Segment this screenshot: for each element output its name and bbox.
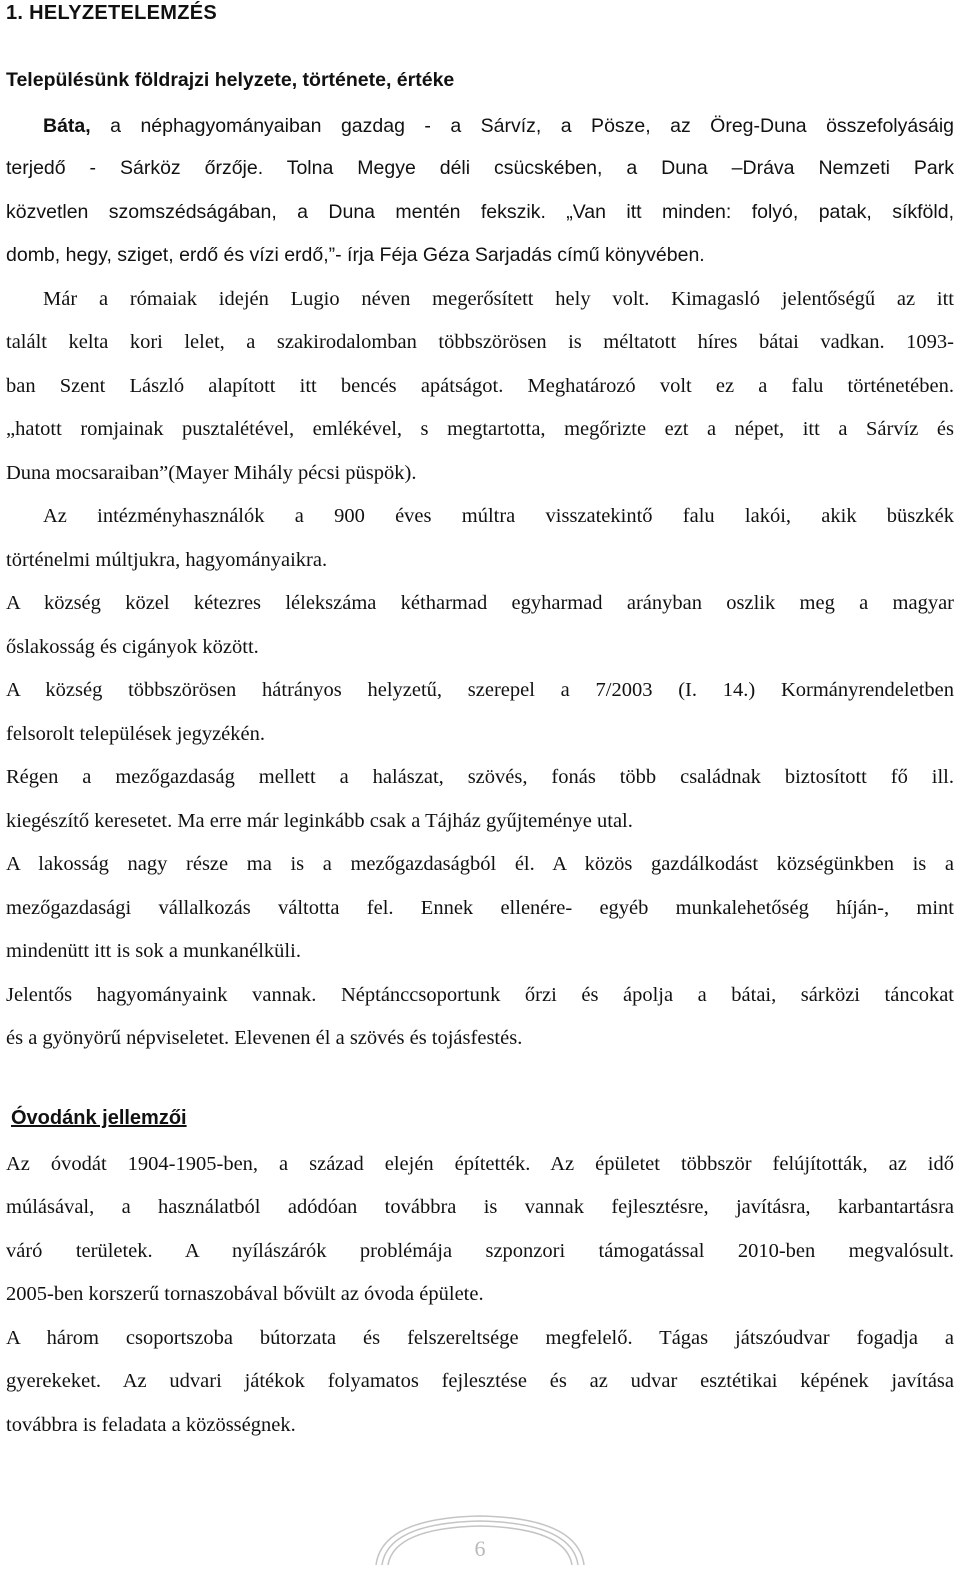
- paragraph-line: Duna mocsaraiban”(Mayer Mihály pécsi püspök).: [6, 462, 417, 484]
- paragraph-line: múlásával, a használatból adódóan továbbra is vannak fejlesztésre, javításra, karbantartásra: [6, 1196, 954, 1218]
- paragraph-line: Régen a mezőgazdaság mellett a halászat, szövés, fonás több családnak biztosított fő ill.: [6, 766, 954, 788]
- paragraph-line: gyerekeket. Az udvari játékok folyamatos fejlesztése és az udvar esztétikai képének javítása: [6, 1370, 954, 1392]
- paragraph-line: Már a rómaiak idején Lugio néven megerősített hely volt. Kimagasló jelentőségű az itt: [43, 288, 954, 310]
- paragraph-line: kiegészítő keresetet. Ma erre már leginkább csak a Tájház gyűjteménye utal.: [6, 810, 633, 832]
- paragraph-line: Az intézményhasználók a 900 éves múltra visszatekintő falu lakói, akik büszkék: [43, 505, 954, 527]
- page-number: 6: [474, 1536, 486, 1561]
- main-heading: 1. HELYZETELEMZÉS: [6, 2, 218, 24]
- paragraph-line: közvetlen szomszédságában, a Duna mentén fekszik. „Van itt minden: folyó, patak, síkföld,: [6, 201, 954, 223]
- paragraph-line: és a gyönyörű népviseletet. Elevenen él a szövés és tojásfestés.: [6, 1027, 523, 1049]
- village-name: Báta,: [43, 115, 91, 137]
- paragraph-line: Jelentős hagyományaink vannak. Néptánccsoportunk őrzi és ápolja a bátai, sárközi táncokat: [6, 984, 954, 1006]
- paragraph-line: A község közel kétezres lélekszáma kétharmad egyharmad arányban oszlik meg a magyar: [6, 592, 954, 614]
- paragraph-line: A község többszörösen hátrányos helyzetű, szerepel a 7/2003 (I. 14.) Kormányrendeletben: [6, 679, 954, 701]
- paragraph-line: ban Szent László alapított itt bencés apátságot. Meghatározó volt ez a falu történetében.: [6, 375, 954, 397]
- paragraph-line: mezőgazdasági vállalkozás váltotta fel. Ennek ellenére- egyéb munkalehetőség híján-, mint: [6, 897, 954, 919]
- paragraph-line: [6, 113, 954, 139]
- paragraph-line: történelmi múltjukra, hagyományaikra.: [6, 549, 328, 571]
- paragraph-line: váró területek. A nyílászárók problémája szponzori támogatással 2010-ben megvalósult.: [6, 1240, 954, 1262]
- paragraph-line: továbbra is feladata a közösségnek.: [6, 1414, 296, 1436]
- paragraph-line: terjedő - Sárköz őrzője. Tolna Megye déli csücskében, a Duna –Dráva Nemzeti Park: [6, 157, 954, 179]
- paragraph-line: domb, hegy, sziget, erdő és vízi erdő,”- írja Féja Géza Sarjadás című könyvében.: [6, 244, 705, 266]
- paragraph-line: mindenütt itt is sok a munkanélküli.: [6, 940, 301, 962]
- page-footer: [370, 1512, 590, 1566]
- paragraph-line: A három csoportszoba bútorzata és felszereltsége megfelelő. Tágas játszóudvar fogadja a: [6, 1327, 954, 1349]
- paragraph-line: A lakosság nagy része ma is a mezőgazdaságból él. A közös gazdálkodást községünkben is a: [6, 853, 954, 875]
- sub-heading: Településünk földrajzi helyzete, története, értéke: [6, 69, 455, 91]
- section-heading-text: Óvodánk jellemzői: [11, 1107, 187, 1129]
- section-heading: [11, 1107, 187, 1130]
- text-span: a néphagyományaiban gazdag - a Sárvíz, a Pösze, az Öreg-Duna összefolyásáig: [90, 115, 954, 137]
- paragraph-line: 2005-ben korszerű tornaszobával bővült az óvoda épülete.: [6, 1283, 484, 1305]
- paragraph-line: Az óvodát 1904-1905-ben, a század elején építették. Az épületet többször felújították, az idő: [6, 1153, 954, 1175]
- paragraph-line: „hatott romjainak pusztalétével, emlékével, s megtartotta, megőrizte ezt a népet, itt a Sárvíz és: [6, 418, 954, 440]
- paragraph-line: őslakosság és cigányok között.: [6, 636, 259, 658]
- paragraph-line: felsorolt települések jegyzékén.: [6, 723, 265, 745]
- paragraph-line: talált kelta kori lelet, a szakirodalomban többszörösen is méltatott híres bátai vadkan. 1093-: [6, 331, 954, 353]
